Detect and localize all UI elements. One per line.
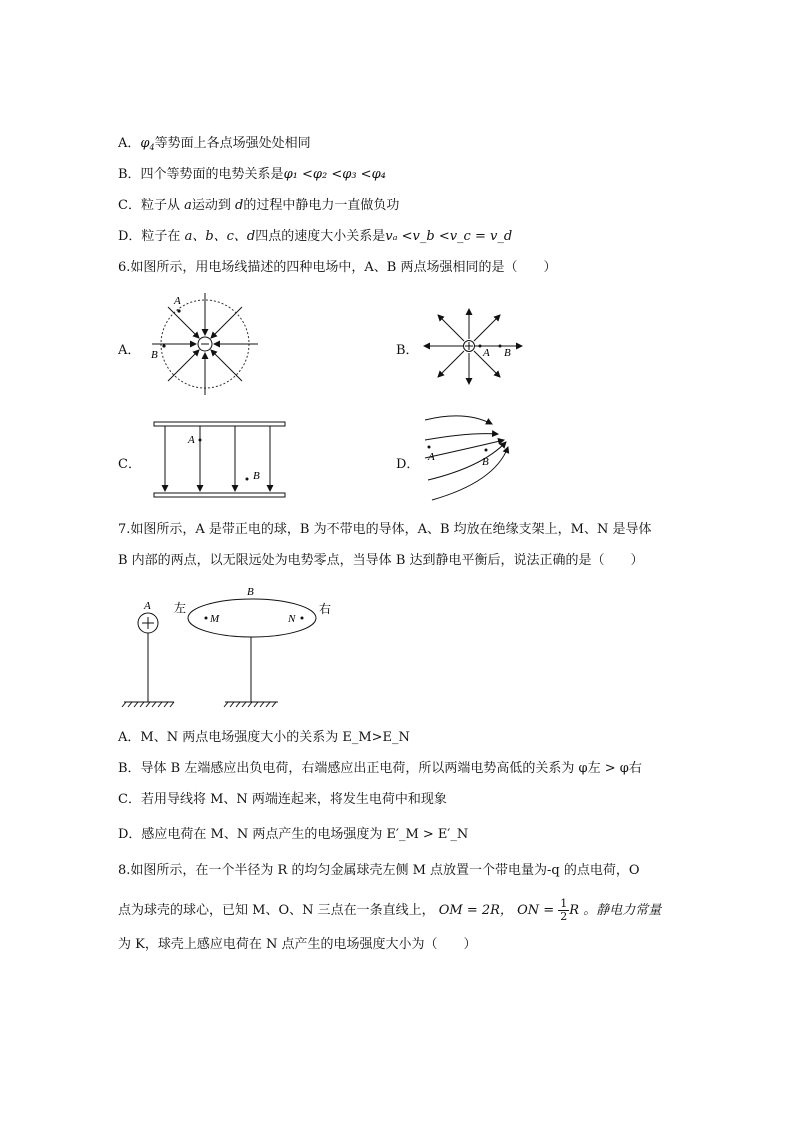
q5-d-relation: vₐ <v_b <v_c = v_d [385,229,513,244]
q6-label-d: D． [396,457,420,472]
label-a: A [188,434,195,446]
top-plate [154,422,285,426]
ground-hatch-b [224,702,276,707]
q6-label-b: B． [396,343,419,358]
point-n [301,617,304,620]
label-n: N [288,613,296,625]
q7-option-d: D．感应电荷在 M、N 两点产生的电场强度为 E′_M > E′_N [118,827,469,842]
field-lines [425,416,508,500]
q7-option-c: C．若用导线将 M、N 两端连起来，将发生电荷中和现象 [118,792,447,807]
q7-option-b: B．导体 B 左端感应出负电荷，右端感应出正电荷，所以两端电势高低的关系为 φ左 > φ右 [118,761,642,776]
q5-c-a: a [184,198,192,213]
q8-stem-line3: 为 K，球壳上感应电荷在 N 点产生的电场强度大小为（ ） [118,937,477,952]
q6-label-a: A． [118,343,141,358]
q5-c-mid: 运动到 [191,198,235,213]
label-a: A [144,600,151,612]
q5-c-d: d [235,198,244,213]
q8-fraction [558,898,569,923]
q8-on-relation: ON = [517,903,555,918]
label-b: B [247,586,254,598]
label-b: B [504,347,511,359]
label-m: M [210,613,220,625]
point-b [246,478,249,481]
label-b: B [253,470,260,482]
q5-option-a [118,135,311,157]
point-a [177,309,180,312]
q5-b-text: B．四个等势面的电势关系是 [118,167,284,182]
q7-figure [118,582,348,712]
q6-label-c: C． [118,457,141,472]
q6-stem: 6.如图所示，用电场线描述的四种电场中，A、B 两点场强相同的是（ ） [118,260,557,275]
q6-figure-a [140,290,270,405]
q5-b-relation: φ₁ <φ₂ <φ₃ <φ₄ [283,167,386,182]
point-a [428,446,431,449]
label-left: 左 [174,601,187,615]
label-right: 右 [319,602,332,616]
point-b [485,449,488,452]
q6-figure-b [418,305,528,387]
q6-figure-c [150,420,290,502]
q5-a-text: 等势面上各点场强处处相同 [154,136,311,151]
point-m [205,617,208,620]
q5-d-mid: 四点的速度大小关系是 [255,229,386,244]
q5-c-text: 的过程中静电力一直做负功 [243,198,400,213]
point-b [162,344,165,347]
point-a [199,439,202,442]
q5-d-points: a、b、c、d [184,229,256,244]
label-a: A [428,451,435,463]
q5-a-phi: φ [140,136,150,151]
q8-l2-text: 点为球壳的球心，已知 M、O、N 三点在一条直线上， [118,903,435,918]
q8-l2-tail: R 。静电力常量 [569,903,662,918]
ground-hatch-a [122,702,174,707]
q8-stem-line1: 8.如图所示，在一个半径为 R 的均匀金属球壳左侧 M 点放置一个带电量为-q 的点电荷，O [118,863,640,878]
fraction-denominator: 2 [560,910,568,923]
q5-d-prefix: D．粒子在 [118,229,185,244]
point-b [499,345,502,348]
q5-c-prefix: C．粒子从 [118,198,185,213]
q8-stem-line2 [118,898,661,923]
q5-option-d [118,228,512,246]
label-b: B [482,456,489,468]
q5-a-prefix: A． [118,136,141,151]
fraction-numerator: 1 [560,897,568,910]
q6-figure-d [420,412,520,504]
q5-a-sub: 4 [149,143,155,152]
point-a [479,345,482,348]
q5-option-c [118,197,399,215]
bottom-plate [154,493,285,497]
q8-om-relation: OM = 2R， [438,903,513,918]
q5-option-b [118,166,386,184]
q7-option-a: A．M、N 两点电场强度大小的关系为 E_M>E_N [118,730,410,745]
label-b: B [151,349,158,361]
q7-stem-line1: 7.如图所示，A 是带正电的球，B 为不带电的导体，A、B 均放在绝缘支架上，M、N 是导体 [118,522,652,537]
q7-stem-line2: B 内部的两点，以无限远处为电势零点，当导体 B 达到静电平衡后，说法正确的是（ ） [118,553,644,568]
label-a: A [174,295,181,307]
label-a: A [483,347,490,359]
